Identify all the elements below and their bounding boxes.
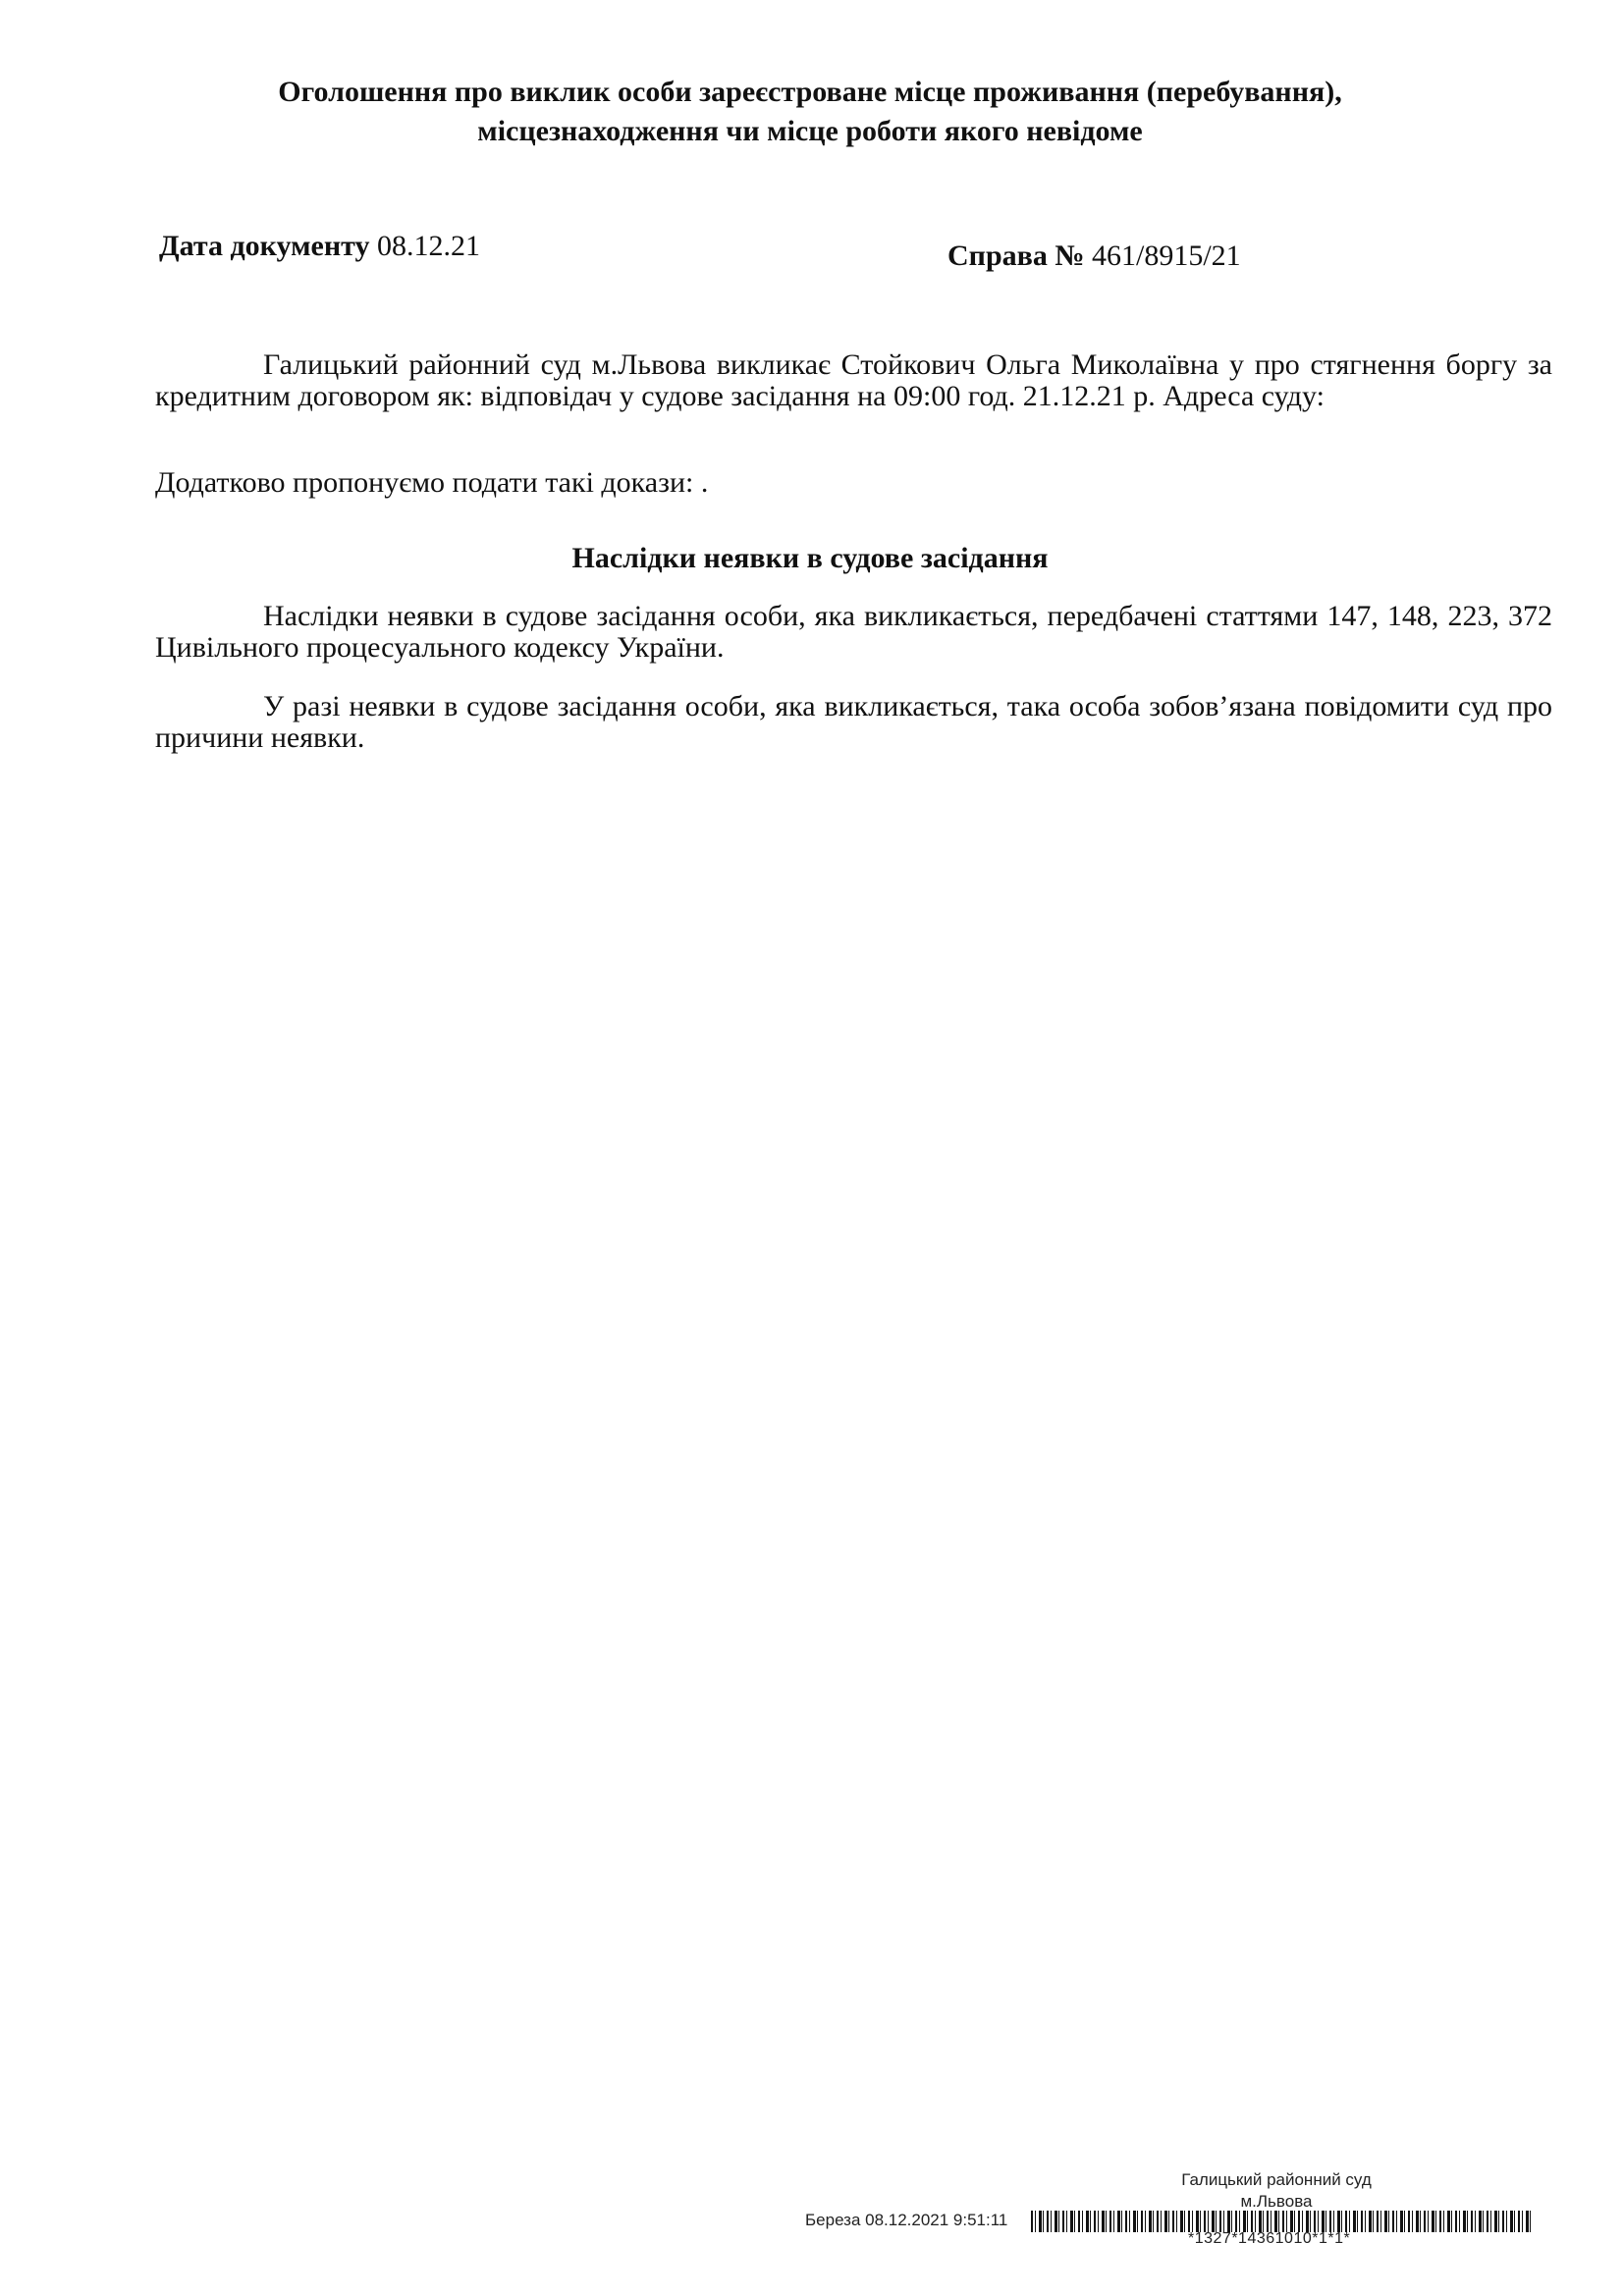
date-value: 08.12.21 <box>376 230 480 262</box>
evidence-text: Додатково пропонуємо подати такі докази: . <box>155 466 709 499</box>
case-number <box>947 240 1241 273</box>
case-label: Справа № <box>947 240 1085 272</box>
notify-paragraph <box>155 691 1552 754</box>
consequences-text: Наслідки неявки в судове засідання особи, яка викликається, передбачені статтями 147, 148, 223, 372 Цивільного процесуального кодексу України. <box>155 600 1552 664</box>
title-line-2: місцезнаходження чи місце роботи якого невідоме <box>477 115 1143 147</box>
title-line-1: Оголошення про виклик особи зареєстроване місце проживання (перебування), <box>278 76 1342 108</box>
footer-court-name <box>1129 2169 1424 2213</box>
case-value: 461/8915/21 <box>1091 240 1241 272</box>
consequences-paragraph <box>155 601 1552 664</box>
footer-stamp: Береза 08.12.2021 9:51:11 <box>805 2211 1008 2229</box>
footer-court-line-2: м.Львова <box>1240 2192 1313 2211</box>
footer-court-line-1: Галицький районний суд <box>1181 2170 1372 2189</box>
barcode-text: *1327*14361010*1*1* <box>1188 2230 1351 2247</box>
date-label: Дата документу <box>159 230 370 262</box>
summons-text: Галицький районний суд м.Львова викликає Стойкович Ольга Миколаївна у про стягнення боргу за кредитним договором як: відповідач у судове засідання на 09:00 год. 21.12.21 р. Адреса суду: <box>155 348 1552 412</box>
section-heading: Наслідки неявки в судове засідання <box>571 542 1049 574</box>
notify-text: У разі неявки в судове засідання особи, яка викликається, така особа зобов’язана повідомити суд про причини неявки. <box>155 690 1552 754</box>
evidence-paragraph <box>155 467 1552 499</box>
document-title <box>147 73 1473 151</box>
document-date <box>159 230 480 263</box>
summons-paragraph <box>155 349 1552 412</box>
barcode-icon <box>1031 2211 1534 2232</box>
